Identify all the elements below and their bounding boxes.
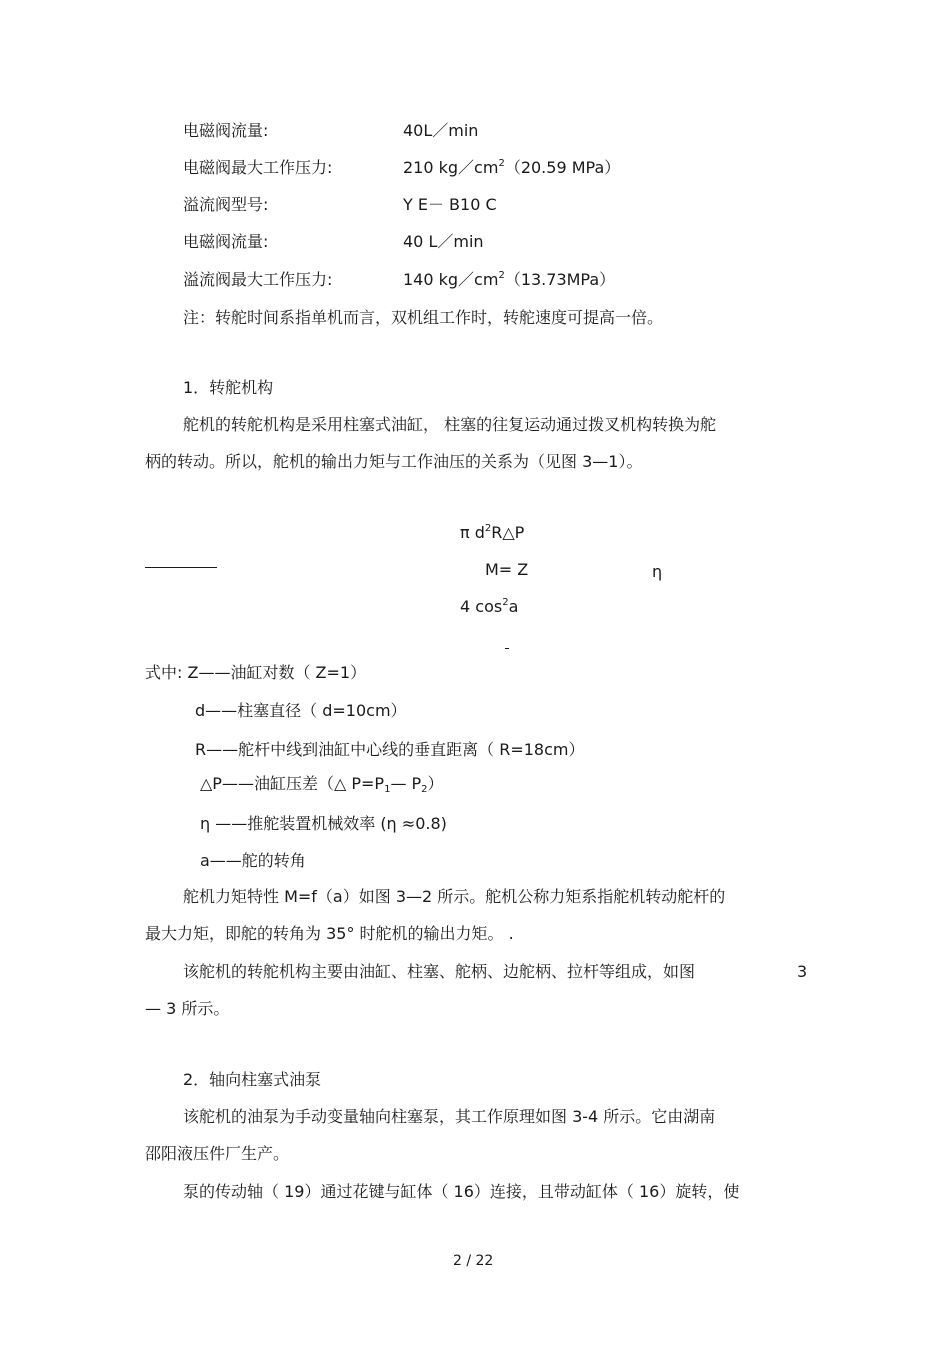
section1-para-line1: 舵机的转舵机构是采用柱塞式油缸， 柱塞的往复运动通过拨叉机构转换为舵 (183, 415, 717, 434)
para2-line2: 最大力矩，即舵的转角为 35° 时舵机的输出力矩。 . (145, 924, 514, 943)
spec-value-solenoid-flow-2: 40 L／min (403, 232, 484, 251)
spec-label-solenoid-flow-2: 电磁阀流量: (183, 232, 269, 251)
where-line-eta: η ——推舵装置机械效率 (η ≈0.8) (200, 814, 447, 833)
fraction-rule (145, 567, 217, 568)
section1-heading: 1．转舵机构 (183, 378, 274, 397)
spec-value-solenoid-pressure: 210 $kg/cm^2(20.59$ MPa） (403, 158, 621, 177)
formula-eta: η (652, 562, 663, 581)
para3-line2: — 3 所示。 (145, 999, 230, 1018)
note-text: 注：转舵时间系指单机而言，双机组工作时，转舵速度可提高一倍。 (183, 308, 664, 327)
section2-heading: 2．轴向柱塞式油泵 (183, 1070, 322, 1089)
spec-label-solenoid-pressure: 电磁阀最大工作压力: (183, 158, 333, 177)
spec-value-solenoid-flow: 40L／min (403, 121, 479, 140)
page-number: 2 / 22 (453, 1253, 494, 1269)
spec-value-relief-model: Y E－ B10 C (403, 195, 497, 214)
where-line-z: 式中: Z——油缸对数（ Z=1） (145, 663, 367, 682)
spec-label-relief-pressure: 溢流阀最大工作压力: (183, 270, 333, 289)
spec-label-relief-model: 溢流阀型号: (183, 195, 269, 214)
section1-para-line2: 柄的转动。所以，舵机的输出力矩与工作油压的关系为（见图 3—1）。 (145, 452, 643, 471)
spec-label-solenoid-flow: 电磁阀流量: (183, 121, 269, 140)
section2-para-line1: 该舵机的油泵为手动变量轴向柱塞泵，其工作原理如图 3-4 所示。它由湖南 (183, 1107, 716, 1126)
where-line-d: d——柱塞直径（ d=10cm） (195, 701, 407, 720)
para3-line1: 该舵机的转舵机构主要由油缸、柱塞、舵柄、边舵柄、拉杆等组成，如图 (183, 962, 696, 981)
spec-value-relief-pressure: 140 $kg/cm^2(13.73MPa)$ (403, 270, 616, 289)
where-line-a: a——舵的转角 (200, 851, 306, 870)
stray-mark (505, 648, 509, 649)
formula-numerator: π $d^2R\triangle P$ (460, 523, 525, 542)
formula-denominator: 4 $\cos^2a$ (460, 597, 519, 616)
section2-para2-line1: 泵的传动轴（ 19）通过花键与缸体（ 16）连接，且带动缸体（ 16）旋转，使 (183, 1182, 740, 1201)
para3-line1-end: 3 (797, 962, 808, 981)
para2-line1: 舵机力矩特性 M=f（a）如图 3—2 所示。舵机公称力矩系指舵机转动舵杆的 (183, 887, 726, 906)
section2-para-line2: 邵阳液压件厂生产。 (145, 1144, 290, 1163)
formula-main: M= Z (485, 560, 529, 579)
where-line-r: R——舵杆中线到油缸中心线的垂直距离（ R=18cm） (195, 740, 585, 759)
where-line-dp: △P——油缸压差（△ $P=P_1—$ $P_2$） (200, 774, 444, 795)
